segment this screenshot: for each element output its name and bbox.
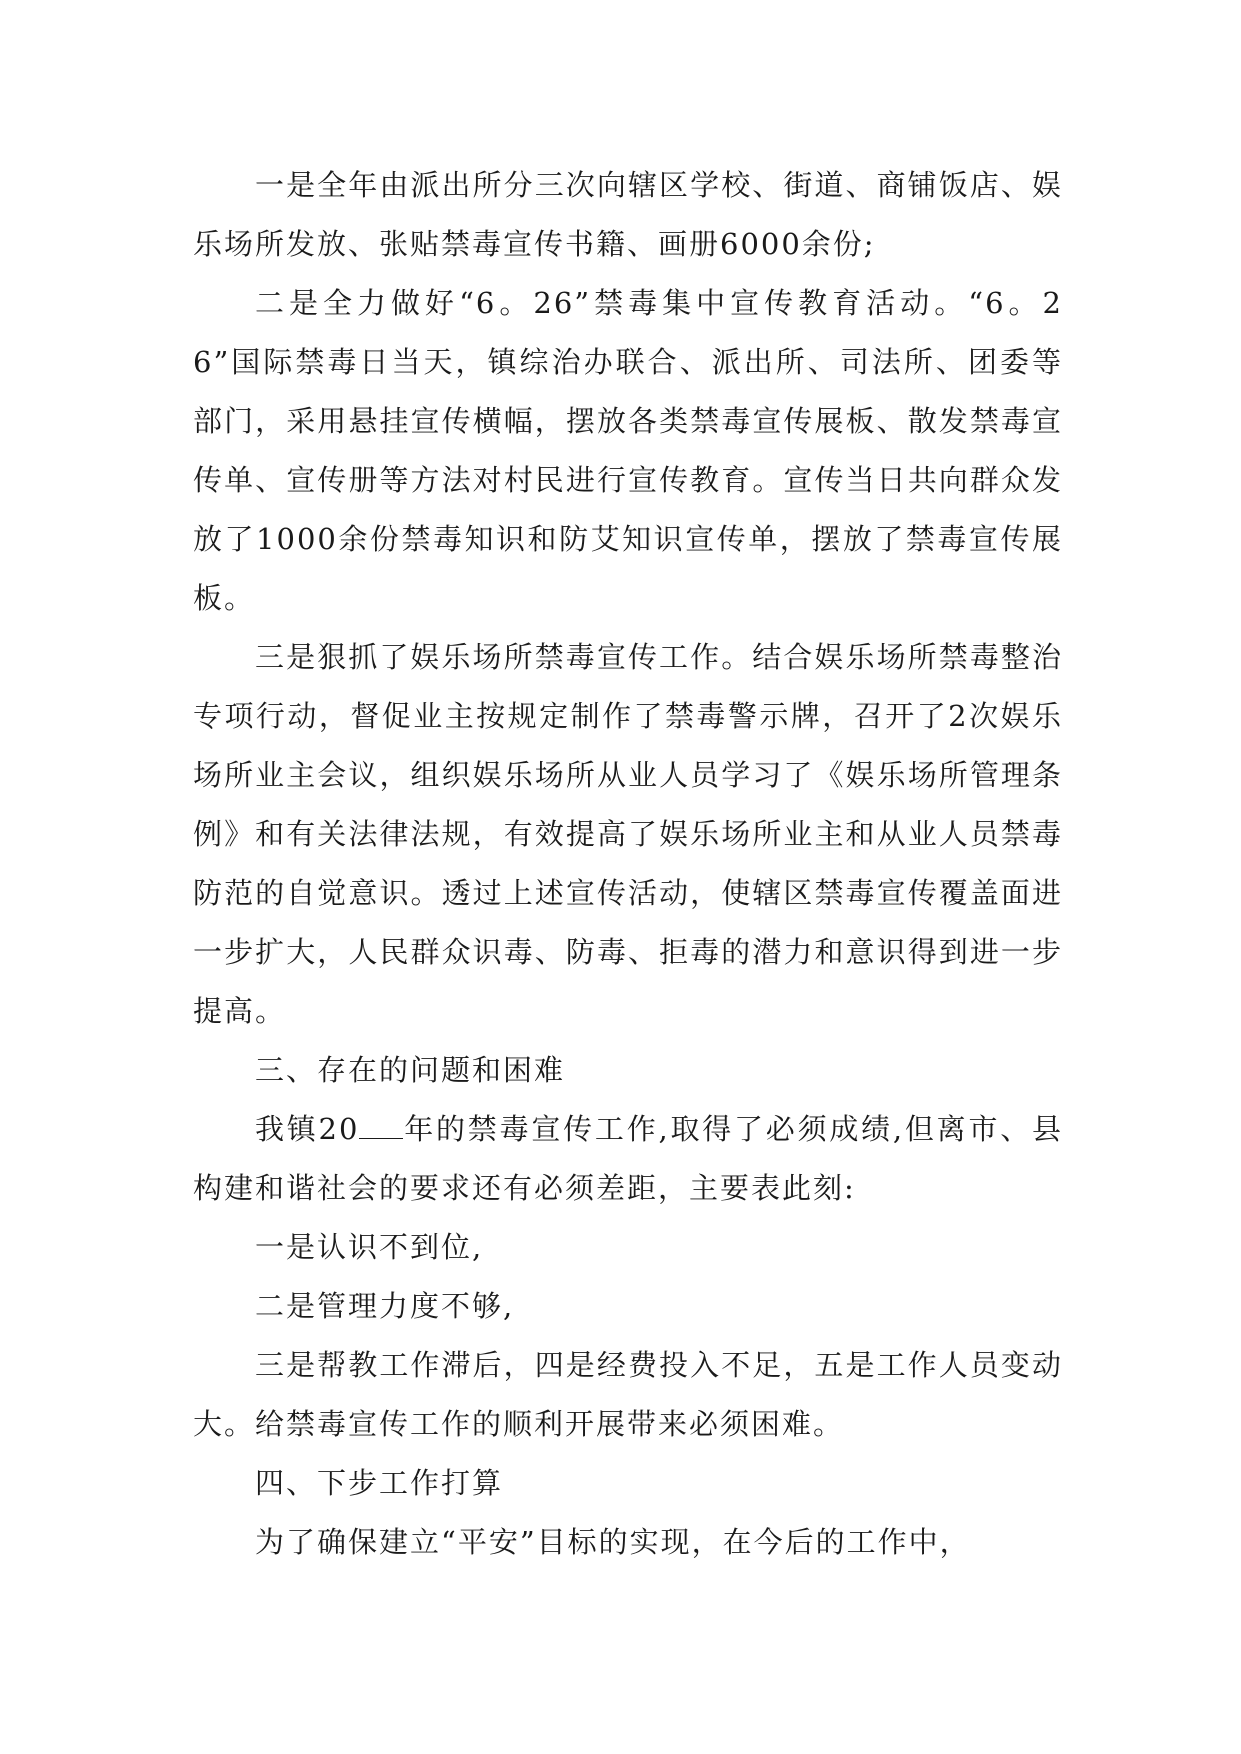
year-blank [359,1114,403,1139]
problem-item-other: 三是帮教工作滞后，四是经费投入不足，五是工作人员变动大。给禁毒宣传工作的顺利开展带来必须困难。 [193,1348,1063,1441]
paragraph-next-steps: 为了确保建立“平安”目标的实现，在今后的工作中， [255,1525,971,1559]
section-heading-problems: 三、存在的问题和困难 [255,1053,566,1087]
problem-item-awareness: 一是认识不到位, [255,1230,484,1264]
paragraph-town-summary [193,1100,1063,1218]
document-body [193,156,1063,1572]
problem-item-management: 二是管理力度不够, [255,1289,515,1323]
paragraph-publicity-materials: 一是全年由派出所分三次向辖区学校、街道、商铺饭店、娱乐场所发放、张贴禁毒宣传书籍、画册6000余份; [193,168,1063,261]
section-heading-next-steps: 四、下步工作打算 [255,1466,504,1500]
paragraph-entertainment-venues: 三是狠抓了娱乐场所禁毒宣传工作。结合娱乐场所禁毒整治专项行动，督促业主按规定制作了禁毒警示牌，召开了2次娱乐场所业主会议，组织娱乐场所从业人员学习了《娱乐场所管理条例》和有关法律法规，有效提高了娱乐场所业主和从业人员禁毒防范的自觉意识。透过上述宣传活动，使辖区禁毒宣传覆盖面进一步扩大，人民群众识毒、防毒、拒毒的潜力和意识得到进一步提高。 [193,640,1063,1028]
summary-suffix: 年的禁毒宣传工作,取得了必须成绩,但离市、县构建和谐社会的要求还有必须差距，主要表此刻: [193,1112,1064,1205]
summary-prefix: 我镇20 [255,1112,360,1146]
paragraph-626-campaign: 二是全力做好“6。26”禁毒集中宣传教育活动。“6。26”国际禁毒日当天，镇综治办联合、派出所、司法所、团委等部门，采用悬挂宣传横幅，摆放各类禁毒宣传展板、散发禁毒宣传单、宣传册等方法对村民进行宣传教育。宣传当日共向群众发放了1000余份禁毒知识和防艾知识宣传单，摆放了禁毒宣传展板。 [193,286,1063,615]
